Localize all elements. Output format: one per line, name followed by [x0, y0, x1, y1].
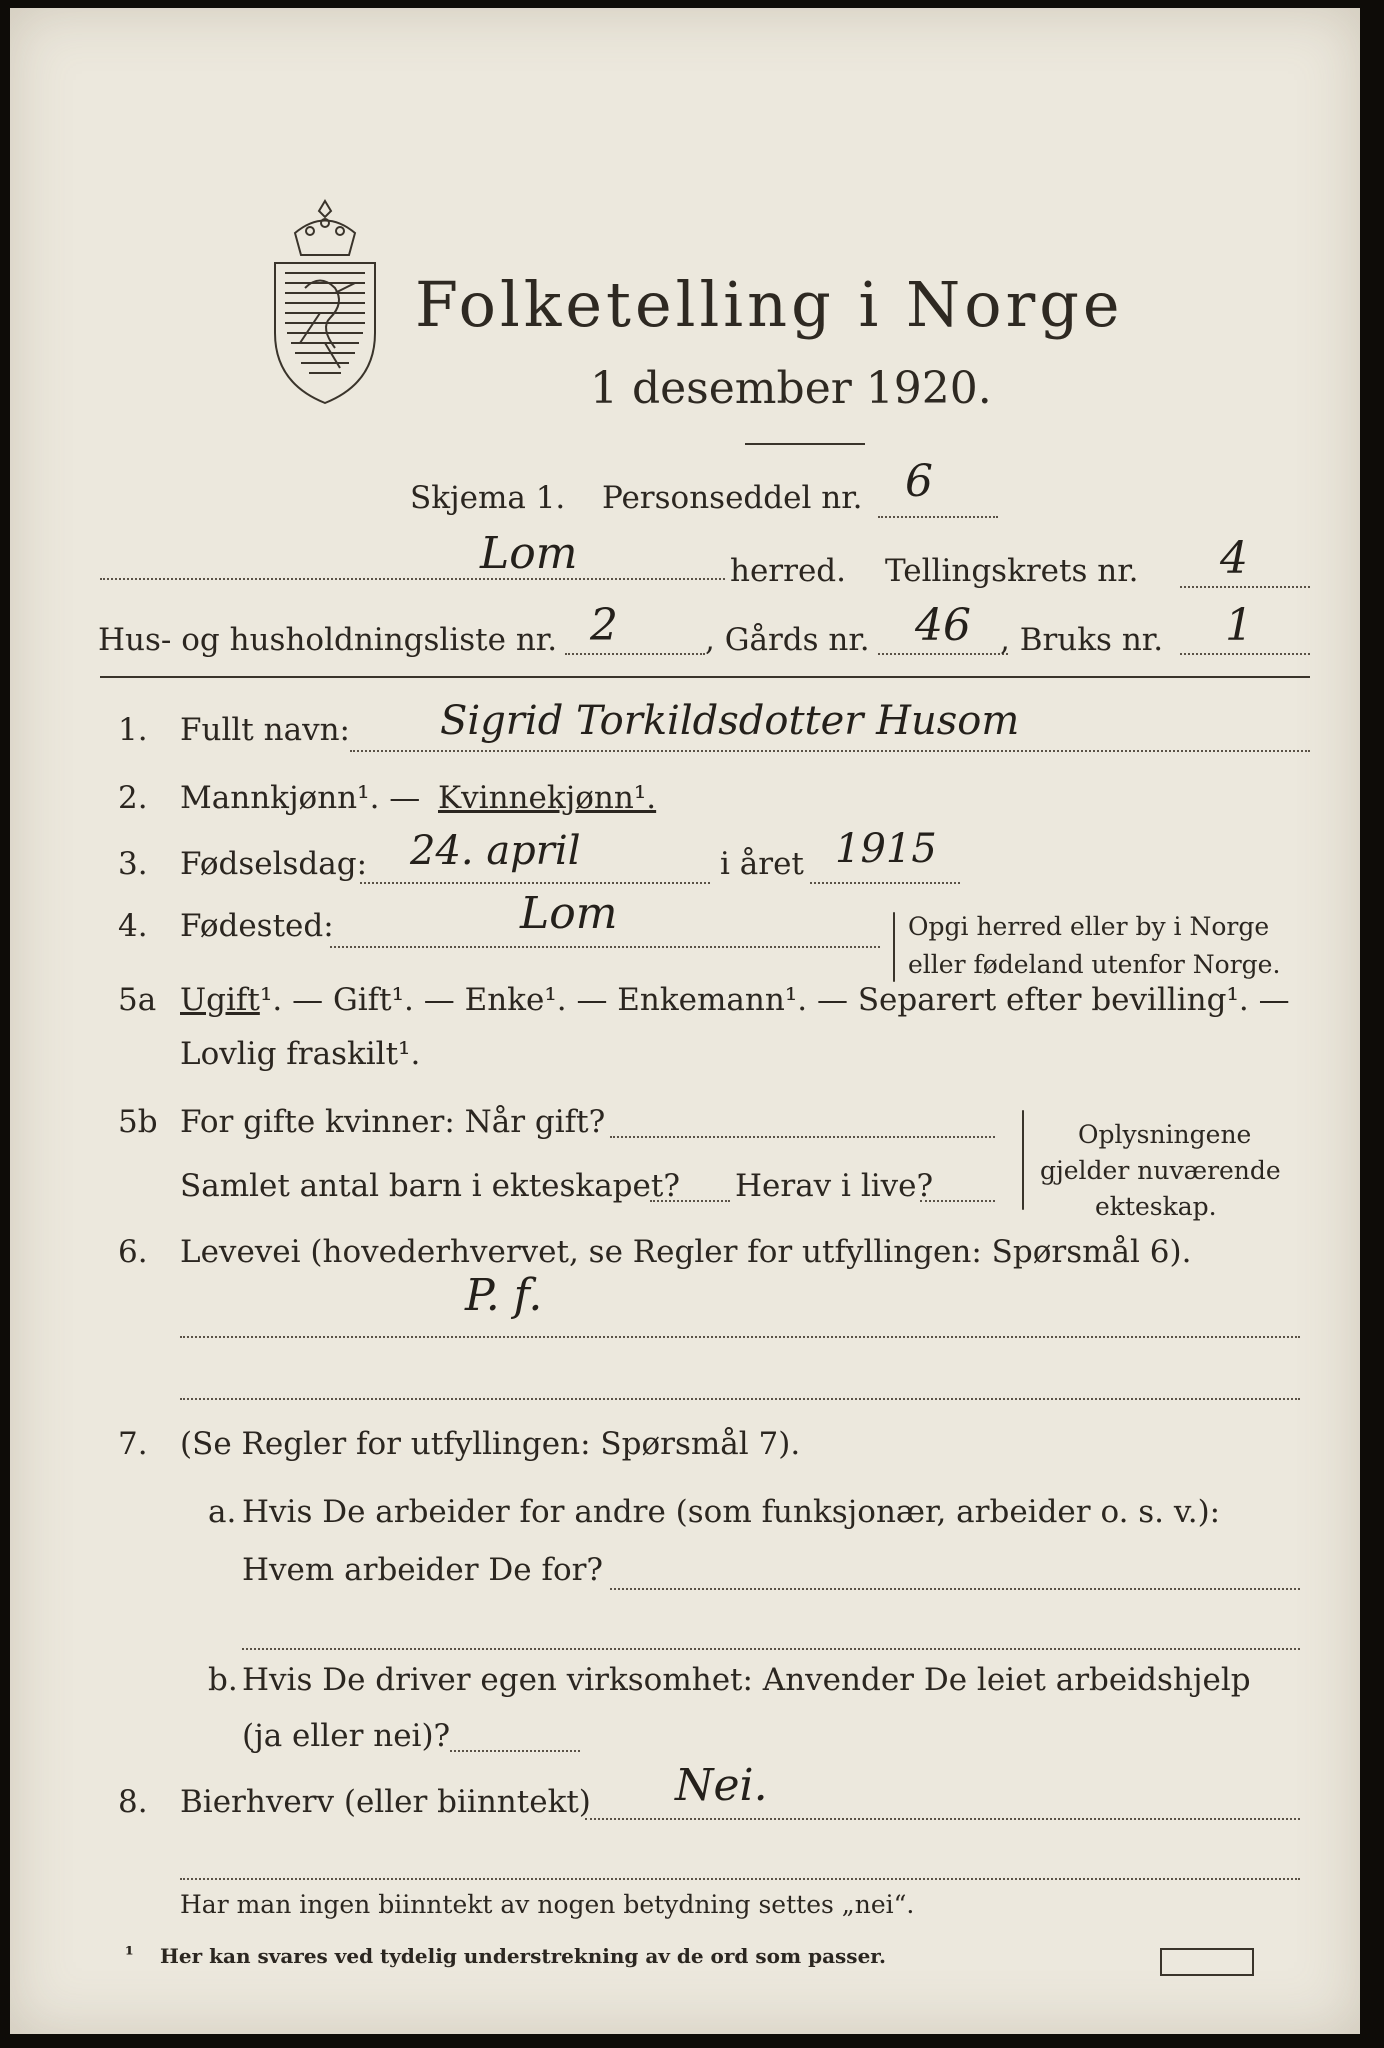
- q1-number: 1.: [118, 712, 148, 748]
- q2-female-option-underlined[interactable]: Kvinnekjønn¹.: [438, 780, 657, 816]
- footnote-text: Her kan svares ved tydelig understrekning av de ord som passer.: [160, 1944, 886, 1968]
- q4-note-line-2: eller fødeland utenfor Norge.: [908, 950, 1281, 979]
- bruks-label: , Bruks nr.: [1000, 622, 1164, 658]
- bruks-field-line: [1180, 653, 1310, 655]
- q7b-letter: b.: [208, 1662, 238, 1698]
- q2-number: 2.: [118, 780, 148, 816]
- q5b-note-line-1: Oplysningene: [1078, 1120, 1252, 1149]
- q5b-label-alive: Herav i live?: [735, 1168, 934, 1204]
- q3-year-field-line: [810, 882, 960, 884]
- personseddel-label: Personseddel nr.: [602, 480, 863, 516]
- q1-full-name-value[interactable]: Sigrid Torkildsdotter Husom: [440, 698, 1020, 744]
- q3-year-value[interactable]: 1915: [835, 826, 937, 872]
- form-title: Folketelling i Norge: [415, 268, 1124, 341]
- herred-value[interactable]: Lom: [480, 528, 578, 579]
- q5b-number: 5b: [118, 1104, 158, 1140]
- q7a-field-line-1: [610, 1588, 1300, 1590]
- q4-field-line: [330, 946, 880, 948]
- tellingskrets-field-line: [1180, 586, 1310, 588]
- q4-number: 4.: [118, 908, 148, 944]
- census-form-page: [10, 8, 1360, 2034]
- q2-male-option[interactable]: Mannkjønn¹. —: [180, 780, 421, 816]
- q3-label: Fødselsdag:: [180, 846, 368, 882]
- q8-value[interactable]: Nei.: [675, 1760, 768, 1811]
- title-divider: [745, 443, 865, 445]
- q8-number: 8.: [118, 1784, 148, 1820]
- q6-occupation-value[interactable]: P. f.: [465, 1270, 543, 1321]
- q7a-letter: a.: [208, 1494, 237, 1530]
- q5a-ugift-option-underlined[interactable]: Ugift: [180, 982, 260, 1018]
- q5a-number: 5a: [118, 982, 157, 1018]
- q7a-field-line-2: [242, 1648, 1300, 1650]
- q7b-label: Hvis De driver egen virksomhet: Anvender De leiet arbeidshjelp: [242, 1662, 1251, 1698]
- q5b-alive-field-line: [920, 1200, 995, 1202]
- q8-field-line-2: [180, 1878, 1300, 1880]
- q3-year-label: i året: [720, 846, 804, 882]
- herred-field-line: [100, 578, 725, 580]
- hus-value[interactable]: 2: [590, 600, 618, 651]
- q6-number: 6.: [118, 1234, 148, 1270]
- q5b-note-line-2: gjelder nuværende: [1040, 1156, 1281, 1185]
- footnote-mark: ¹: [125, 1942, 134, 1966]
- q6-field-line-1: [180, 1336, 1300, 1338]
- gards-value[interactable]: 46: [915, 600, 971, 651]
- form-date: 1 desember 1920.: [590, 363, 992, 414]
- schema-label: Skjema 1.: [410, 480, 566, 516]
- q1-field-line: [350, 750, 1310, 752]
- q5b-label-when-married: For gifte kvinner: Når gift?: [180, 1104, 606, 1140]
- header-separator: [100, 676, 1310, 678]
- q6-field-line-2: [180, 1398, 1300, 1400]
- q7a-label-employer: Hvem arbeider De for?: [242, 1552, 604, 1588]
- tellingskrets-value[interactable]: 4: [1220, 533, 1248, 584]
- q5a-other-options[interactable]: ¹. — Gift¹. — Enke¹. — Enkemann¹. — Separert efter bevilling¹. —: [260, 982, 1290, 1018]
- q4-label: Fødested:: [180, 908, 334, 944]
- personseddel-field-line: [878, 516, 998, 518]
- q5b-note-brace: [1022, 1110, 1024, 1210]
- q1-label: Fullt navn:: [180, 712, 350, 748]
- bruks-value[interactable]: 1: [1225, 600, 1253, 651]
- gards-field-line: [878, 653, 1008, 655]
- personseddel-value[interactable]: 6: [905, 456, 933, 507]
- printer-stamp-icon: [1160, 1948, 1254, 1976]
- q6-label: Levevei (hovederhvervet, se Regler for utfyllingen: Spørsmål 6).: [180, 1234, 1192, 1270]
- q3-date-field-line: [360, 882, 710, 884]
- herred-label: herred.: [730, 553, 846, 589]
- norway-coat-of-arms-icon: [265, 193, 385, 408]
- footer-note: Har man ingen biinntekt av nogen betydning settes „nei“.: [180, 1890, 915, 1919]
- q7b-label-ja-nei: (ja eller nei)?: [242, 1718, 451, 1754]
- tellingskrets-label: Tellingskrets nr.: [885, 553, 1139, 589]
- q3-number: 3.: [118, 846, 148, 882]
- q7b-field-line: [450, 1750, 580, 1752]
- q7-label: (Se Regler for utfyllingen: Spørsmål 7).: [180, 1426, 801, 1462]
- q8-field-line-1: [585, 1818, 1300, 1820]
- q4-note-brace: [893, 912, 895, 982]
- q4-birthplace-value[interactable]: Lom: [520, 888, 618, 939]
- gards-label: , Gårds nr.: [705, 622, 870, 658]
- q5b-label-children: Samlet antal barn i ekteskapet?: [180, 1168, 680, 1204]
- q7-number: 7.: [118, 1426, 148, 1462]
- hus-label: Hus- og husholdningsliste nr.: [98, 622, 558, 658]
- q5b-children-field-line: [650, 1200, 730, 1202]
- hus-field-line: [565, 653, 705, 655]
- q5b-note-line-3: ekteskap.: [1095, 1192, 1217, 1221]
- q7a-label: Hvis De arbeider for andre (som funksjonær, arbeider o. s. v.):: [242, 1494, 1221, 1530]
- q3-birthday-value[interactable]: 24. april: [410, 828, 581, 874]
- q5a-lovlig-fraskilt[interactable]: Lovlig fraskilt¹.: [180, 1036, 421, 1072]
- q5b-when-field-line: [610, 1136, 995, 1138]
- q8-label: Bierhverv (eller biinntekt): [180, 1784, 591, 1820]
- q4-note-line-1: Opgi herred eller by i Norge: [908, 912, 1270, 941]
